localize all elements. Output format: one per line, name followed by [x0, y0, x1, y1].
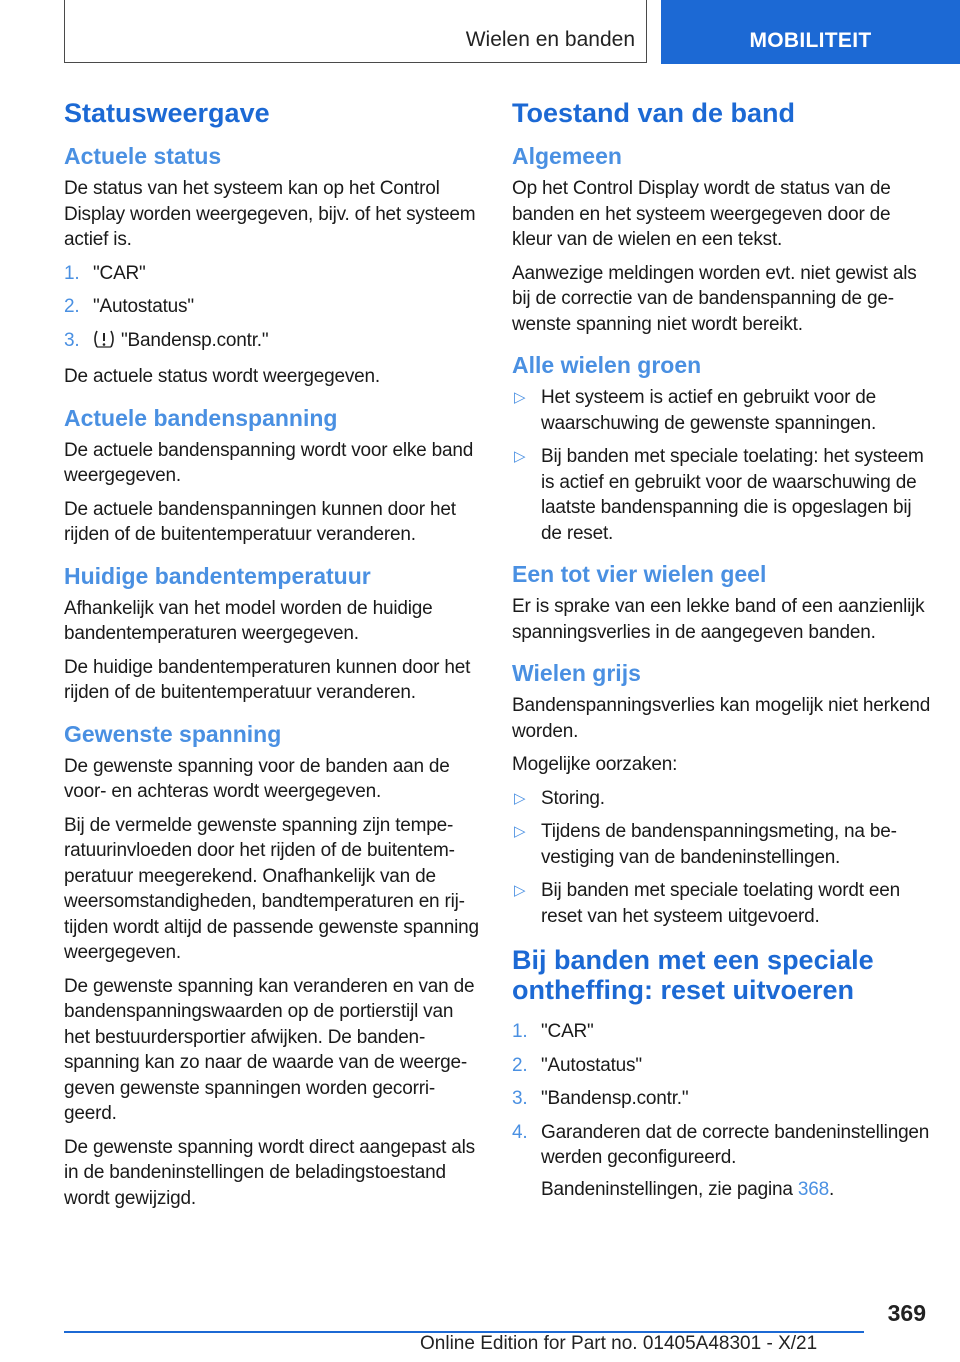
paragraph: Er is sprake van een lekke band of een aanzienlijk spanningsverlies in de aangegeven banden.: [512, 596, 925, 643]
left-column: [64, 98, 480, 1219]
paragraph: De gewenste spanning kan veranderen en van de bandenspanningswaarden op de portierstijl van het bestuurdersportier afwijken. De bandenspanning kan zo naar de waarde van de weergegeven gewenste spanningen worden gecorrigeerd.: [64, 975, 475, 1124]
page-title: Statusweergave: [64, 98, 270, 128]
list-item: 4. Garanderen dat de correcte bandeninstellingen werden geconfigureerd. Bandeninstellingen, zie pagina 368.: [512, 1120, 932, 1203]
triangle-bullet-icon: ▷: [514, 882, 526, 899]
triangle-bullet-icon: ▷: [514, 823, 526, 840]
section-title-toestand: Toestand van de band: [512, 98, 796, 128]
heading-gewenste-spanning: Gewenste spanning: [64, 720, 282, 747]
paragraph: De gewenste spanning voor de banden aan de voor- en achteras wordt weergegeven.: [64, 755, 450, 802]
paragraph: Mogelijke oorzaken:: [512, 754, 678, 775]
list-item: ▷ Bij banden met speciale toelating: het systeem is actief en gebruikt voor de waarschuwing de laatste bandenspanning die is opgeslagen bij de reset.: [514, 446, 924, 544]
list-item: ▷ Tijdens de bandenspanningsmeting, na bevestiging van de bandeninstellingen.: [514, 821, 897, 868]
footer-edition: Online Edition for Part no. 01405A48301 - X/21: [420, 1333, 818, 1354]
section-title-reset: Bij banden met een speciale ontheffing: reset uitvoeren: [512, 945, 874, 1005]
paragraph: De actuele bandenspanningen kunnen door het rijden of de buitentemperatuur veranderen.: [64, 498, 456, 545]
right-column: [512, 98, 932, 1210]
bullet-list: [512, 385, 932, 546]
paragraph: De huidige bandentemperaturen kunnen door het rijden of de buitentemperatuur veranderen.: [64, 656, 471, 703]
triangle-bullet-icon: ▷: [514, 789, 526, 807]
triangle-bullet-icon: ▷: [514, 448, 526, 465]
cross-reference: Bandeninstellingen, zie pagina 368.: [541, 1178, 835, 1200]
heading-actuele-status: Actuele status: [64, 143, 222, 169]
paragraph: Afhankelijk van het model worden de huidige bandentemperaturen weergegeven.: [64, 597, 433, 644]
steps-list: [64, 261, 480, 357]
heading-geel: Een tot vier wielen geel: [512, 561, 767, 587]
heading-groen: Alle wielen groen: [512, 352, 702, 378]
tire-pressure-warning-icon: [93, 329, 115, 357]
heading-temperatuur: Huidige bandentemperatuur: [64, 562, 371, 589]
steps-list: [512, 1019, 932, 1202]
heading-bandenspanning: Actuele bandenspanning: [64, 404, 338, 431]
list-item: ▷ Storing.: [512, 786, 932, 812]
list-item: 1. "CAR": [64, 262, 146, 284]
triangle-bullet-icon: ▷: [514, 389, 526, 406]
paragraph: Bandenspanningsverlies kan mogelijk niet herkend worden.: [512, 695, 931, 742]
list-item: 3. "Bandensp.contr.": [512, 1088, 689, 1109]
chapter-tab: MOBILITEIT: [661, 0, 960, 64]
paragraph: Op het Control Display wordt de status van de banden en het systeem weergegeven door de kleur van de wielen en een tekst.: [512, 178, 891, 250]
list-item: ▷ Bij banden met speciale toelating wordt een reset van het systeem uitgevoerd.: [514, 880, 900, 927]
list-item: 2. "Autostatus": [64, 296, 194, 317]
page-link[interactable]: 368: [797, 1178, 829, 1200]
paragraph: De gewenste spanning wordt direct aangepast als in de bandeninstellingen de beladingstoestand wordt gewijzigd.: [64, 1136, 475, 1209]
list-item: 3. "Bandensp.contr.": [64, 328, 480, 357]
paragraph: Bij de vermelde gewenste spanning zijn temperatuurinvloeden door het rijden of de buitentemperatuur meegerekend. Onafhankelijk van de weersomstandigheden, bandtemperaturen en rijtijden wordt altijd de passende gewenste spanning weergegeven.: [64, 814, 479, 963]
bullet-list: [512, 786, 932, 930]
paragraph: De status van het systeem kan op het Control Display worden weergegeven, bijv. of het systeem actief is.: [64, 178, 476, 250]
list-item: 1. "CAR": [512, 1021, 594, 1042]
list-item: ▷ Het systeem is actief en gebruikt voor de waarschuwing de gewenste spanningen.: [514, 387, 877, 434]
section-title: Wielen en banden: [465, 28, 635, 51]
paragraph: De actuele bandenspanning wordt voor elke band weergegeven.: [64, 439, 474, 486]
paragraph: De actuele status wordt weergegeven.: [64, 366, 380, 387]
heading-algemeen: Algemeen: [512, 143, 622, 169]
paragraph: Aanwezige meldingen worden evt. niet gewist als bij de correctie van de bandenspanning de gewenste spanning niet wordt bereikt.: [512, 262, 917, 335]
page-number: 369: [887, 1300, 926, 1326]
heading-grijs: Wielen grijs: [512, 660, 641, 686]
list-item: 2. "Autostatus": [512, 1054, 642, 1076]
